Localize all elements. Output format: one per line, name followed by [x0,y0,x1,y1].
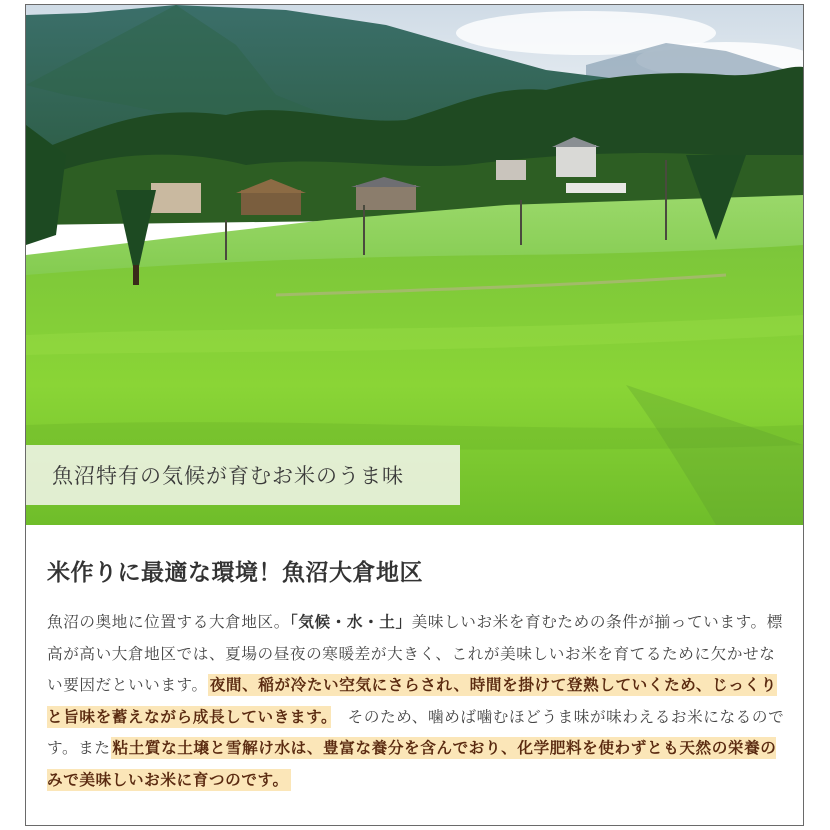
article-heading: 米作りに最適な環境！魚沼大倉地区 [47,560,423,586]
paragraph-text-2: 美味しいお米を育むための条件が揃っています。標高が高い大倉地区では、夏場の昼夜の寒暖差が大きく、これが美味しいお米を育てるために欠かせない要因だといいます。 [47,613,783,694]
article-card [25,4,804,826]
rice-field-photo [26,5,803,525]
photo-caption [26,445,460,505]
paragraph-text-3: そのため、噛めば噛むほどうま味が味わえるお米になるのです。また [47,707,785,757]
paragraph-text-1: 魚沼の奥地に位置する大倉地区。 [47,613,290,631]
article-paragraph [47,607,789,796]
paragraph-emphasis: 「気候・水・土」 [289,613,412,631]
paragraph-highlight-2: 粘土質な土壌と雪解け水は、豊富な養分を含んでおり、化学肥料を使わずとも天然の栄養のみで美味しいお米に育つのです。 [47,739,777,789]
paragraph-highlight-1: 夜間、稲が冷たい空気にさらされ、時間を掛けて登熟していくため、じっくりと旨味を蓄えながら成長していきます。 [47,676,777,726]
photo-caption-text: 魚沼特有の気候が育むお米のうま味 [52,464,404,488]
